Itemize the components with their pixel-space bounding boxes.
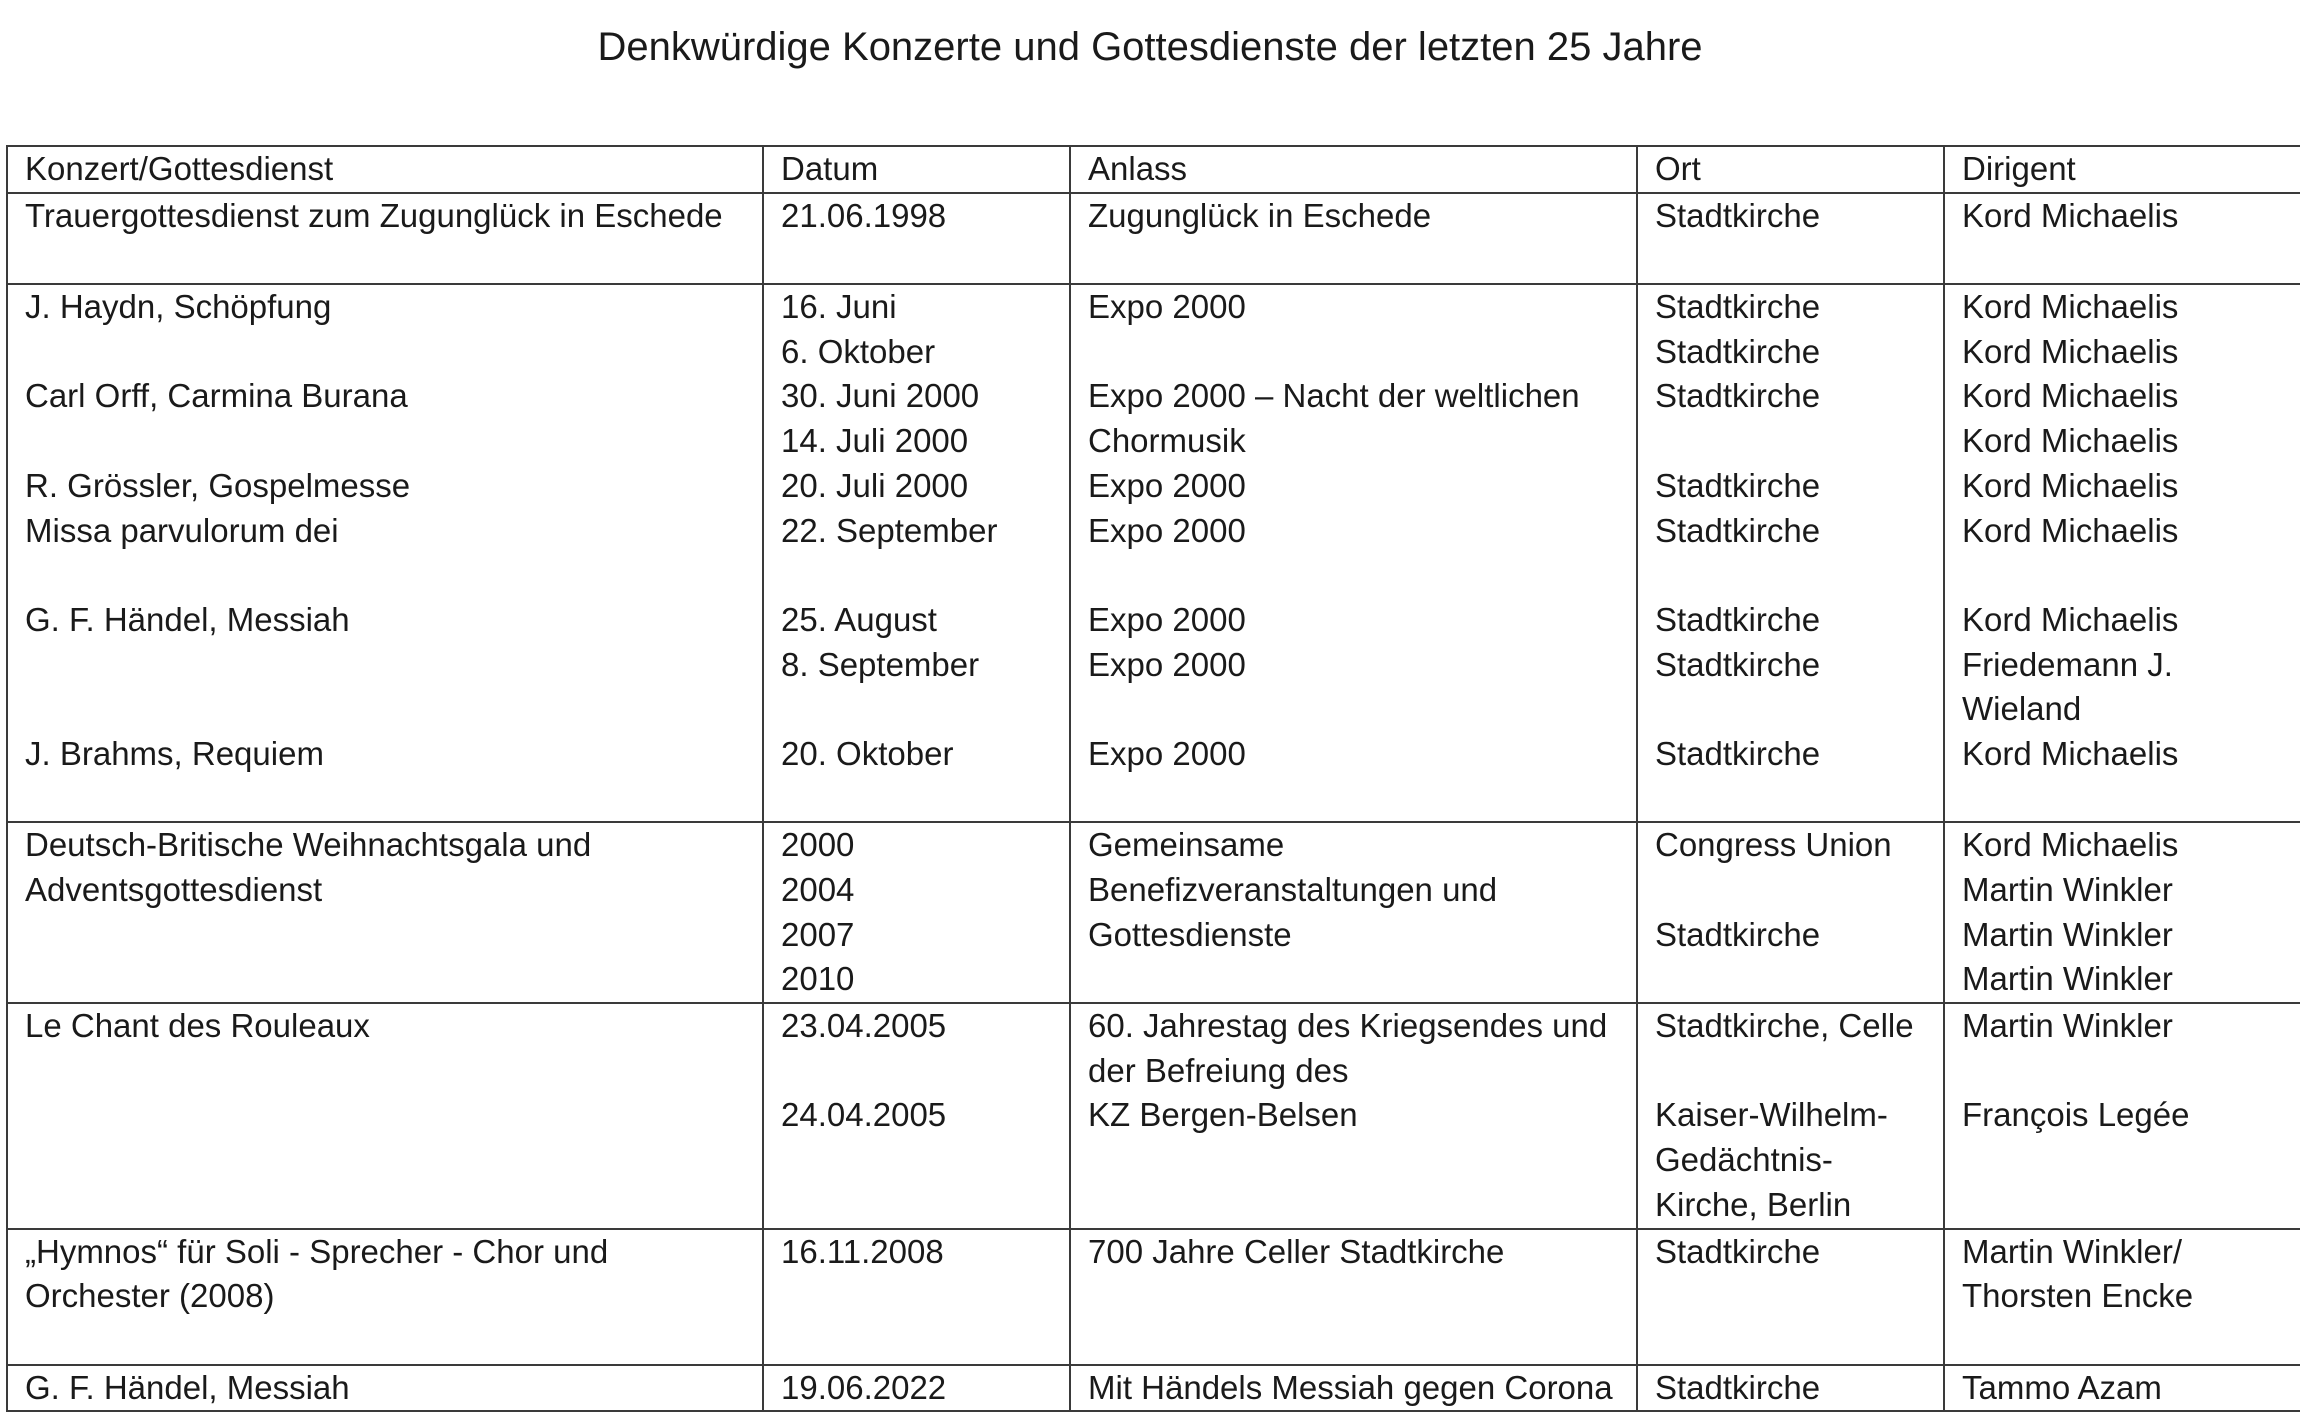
header-anlass: Anlass [1070,146,1637,193]
cell-anlass [1070,1003,1637,1228]
cell-line [1962,1049,2290,1094]
cell-line: Stadtkirche [1655,466,1821,504]
cell-line: 20. Juli 2000 [781,466,969,504]
cell-line [1962,1319,2290,1364]
cell-line [1088,777,1626,822]
cell-line [1088,553,1626,598]
cell-line: 60. Jahrestag des Kriegsendes und [1088,1007,1608,1045]
cell-konzert [7,822,763,1003]
cell-line: Kirche, Berlin [1655,1185,1852,1223]
cell-line: Stadtkirche [1655,645,1821,683]
cell-dirigent [1944,822,2300,1003]
cell-line: 19.06.2022 [781,1368,947,1406]
cell-line: Stadtkirche [1655,511,1821,549]
cell-line: J. Brahms, Requiem [25,734,324,772]
cell-line: Kord Michaelis [1962,600,2179,638]
header-datum: Datum [763,146,1070,193]
cell-line: Kord Michaelis [1962,422,2179,460]
cell-ort [1637,284,1944,822]
cell-konzert [7,1365,763,1412]
cell-line: 30. Juni 2000 [781,377,980,415]
cell-datum [763,822,1070,1003]
cell-line: Thorsten Encke [1962,1277,2194,1315]
cell-line [25,1183,752,1228]
cell-line: François Legée [1962,1096,2190,1134]
cell-line: R. Grössler, Gospelmesse [25,466,411,504]
cell-line [25,553,752,598]
cell-line: Trauergottesdienst zum Zugunglück in Eschede [25,196,723,234]
cell-dirigent [1944,284,2300,822]
cell-datum [763,1365,1070,1412]
cell-dirigent [1944,1365,2300,1412]
cell-line: Adventsgottesdienst [25,871,323,908]
cell-line: J. Haydn, Schöpfung [25,288,332,326]
cell-line [781,777,1059,822]
cell-line [1655,777,1933,822]
cell-line [1655,1319,1933,1364]
cell-ort [1637,193,1944,284]
page-title: Denkwürdige Konzerte und Gottesdienste der letzten 25 Jahre [597,25,1703,69]
table-header-row [7,146,2300,193]
cell-line [1088,1138,1626,1183]
cell-line: 8. September [781,645,980,683]
cell-line [25,330,752,375]
cell-line: Expo 2000 [1088,511,1246,549]
cell-datum [763,284,1070,822]
cell-line [1655,957,1933,1002]
table-row [7,284,2300,822]
cell-konzert [7,1229,763,1365]
cell-line [1962,1183,2290,1228]
cell-line [25,419,752,464]
cell-konzert [7,193,763,284]
cell-line: Gemeinsame [1088,826,1285,864]
cell-line: 2007 [781,915,855,953]
cell-line [1655,687,1933,732]
cell-datum [763,1229,1070,1365]
cell-line [1088,687,1626,732]
cell-ort [1637,822,1944,1003]
cell-konzert [7,284,763,822]
cell-datum [763,193,1070,284]
header-dirigent: Dirigent [1944,146,2300,193]
cell-line: Stadtkirche [1655,600,1821,638]
cell-line: Martin Winkler [1962,960,2173,998]
cell-line: G. F. Händel, Messiah [25,600,350,638]
cell-line: Stadtkirche [1655,1368,1821,1406]
cell-line: Gottesdienste [1088,915,1292,953]
cell-line: Expo 2000 [1088,734,1246,772]
cell-anlass [1070,1229,1637,1365]
cell-line [1088,330,1626,375]
cell-dirigent [1944,1229,2300,1365]
cell-line: Martin Winkler [1962,871,2173,908]
cell-line: Stadtkirche [1655,196,1821,234]
cell-line: 22. September [781,511,998,549]
cell-line: Stadtkirche [1655,332,1821,370]
cell-anlass [1070,822,1637,1003]
cell-line [781,1183,1059,1228]
cell-line: Gedächtnis- [1655,1141,1833,1179]
cell-line: Stadtkirche [1655,734,1821,772]
cell-line [1655,553,1933,598]
table-row [7,1003,2300,1228]
cell-line [1655,1274,1933,1319]
cell-line: Stadtkirche [1655,915,1821,953]
cell-line: Expo 2000 [1088,466,1246,504]
cell-line: Martin Winkler/ [1962,1232,2183,1270]
cell-ort [1637,1365,1944,1412]
cell-line: „Hymnos“ für Soli - Sprecher - Chor und [25,1232,609,1270]
cell-line: Kord Michaelis [1962,826,2179,864]
cell-line: 14. Juli 2000 [781,422,969,460]
cell-line [25,238,752,283]
cell-line: der Befreiung des [1088,1051,1349,1089]
cell-line [781,553,1059,598]
cell-line: Expo 2000 – Nacht der weltlichen [1088,377,1580,415]
cell-line: 16. Juni [781,288,897,326]
cell-dirigent [1944,1003,2300,1228]
cell-line [1088,238,1626,283]
cell-line [781,1138,1059,1183]
cell-line: Martin Winkler [1962,915,2173,953]
cell-line [25,957,752,1002]
concerts-table [6,145,2300,1412]
cell-line: KZ Bergen-Belsen [1088,1096,1358,1134]
cell-line: Friedemann J. [1962,645,2173,683]
cell-line: 2004 [781,871,855,908]
header-ort: Ort [1637,146,1944,193]
cell-line: Benefizveranstaltungen und [1088,871,1498,908]
cell-line [25,643,752,688]
cell-line: Martin Winkler [1962,1007,2173,1045]
cell-line: Orchester (2008) [25,1277,275,1315]
cell-line: Stadtkirche [1655,288,1821,326]
cell-line: Missa parvulorum dei [25,511,339,549]
cell-dirigent [1944,193,2300,284]
cell-line: Wieland [1962,690,2082,728]
cell-line: Kord Michaelis [1962,511,2179,549]
cell-line: Le Chant des Rouleaux [25,1007,370,1045]
cell-line: 25. August [781,600,937,638]
table-row [7,1365,2300,1412]
cell-line: 20. Oktober [781,734,954,772]
cell-line: Stadtkirche [1655,377,1821,415]
cell-line [1962,777,2290,822]
cell-line: Kord Michaelis [1962,196,2179,234]
table-row [7,193,2300,284]
cell-line: Congress Union [1655,826,1892,864]
header-konzert: Konzert/Gottesdienst [7,146,763,193]
table-row [7,822,2300,1003]
cell-konzert [7,1003,763,1228]
cell-line: Zugunglück in Eschede [1088,196,1432,234]
cell-line [781,1319,1059,1364]
cell-line: Deutsch-Britische Weihnachtsgala und [25,826,592,864]
cell-line: Kaiser-Wilhelm- [1655,1096,1888,1134]
cell-line [1655,419,1933,464]
cell-line [1962,238,2290,283]
cell-line [781,687,1059,732]
cell-line [1655,238,1933,283]
cell-ort [1637,1003,1944,1228]
cell-line [1655,868,1933,913]
cell-line [1962,553,2290,598]
cell-line [25,1319,752,1364]
cell-line: Expo 2000 [1088,600,1246,638]
cell-ort [1637,1229,1944,1365]
cell-line [25,777,752,822]
cell-line: 23.04.2005 [781,1007,947,1045]
cell-line [25,1049,752,1094]
cell-line: Carl Orff, Carmina Burana [25,377,408,415]
cell-line [1088,1319,1626,1364]
cell-line: Kord Michaelis [1962,734,2179,772]
cell-datum [763,1003,1070,1228]
cell-line: Kord Michaelis [1962,332,2179,370]
cell-line [25,687,752,732]
cell-line: Kord Michaelis [1962,377,2179,415]
cell-line: Stadtkirche [1655,1232,1821,1270]
cell-line: 16.11.2008 [781,1232,944,1270]
cell-line: G. F. Händel, Messiah [25,1368,350,1406]
cell-line [1088,957,1626,1002]
cell-line: Kord Michaelis [1962,466,2179,504]
cell-line [781,1049,1059,1094]
cell-line [1962,1138,2290,1183]
cell-line: 21.06.1998 [781,196,947,234]
cell-line: Stadtkirche, Celle [1655,1007,1914,1045]
cell-line: Kord Michaelis [1962,288,2179,326]
cell-line [781,1274,1059,1319]
table-row [7,1229,2300,1365]
cell-line [25,1138,752,1183]
cell-line [781,238,1059,283]
cell-line: 2010 [781,960,855,998]
cell-line [1655,1049,1933,1094]
cell-line: Expo 2000 [1088,645,1246,683]
cell-line: 2000 [781,826,855,864]
cell-anlass [1070,284,1637,822]
cell-anlass [1070,1365,1637,1412]
cell-line [25,1093,752,1138]
cell-line: Tammo Azam [1962,1368,2162,1406]
cell-line: Mit Händels Messiah gegen Corona [1088,1368,1613,1406]
cell-anlass [1070,193,1637,284]
cell-line: Expo 2000 [1088,288,1246,326]
cell-line: 6. Oktober [781,332,936,370]
cell-line: 700 Jahre Celler Stadtkirche [1088,1232,1505,1270]
cell-line [1088,1183,1626,1228]
cell-line [25,913,752,958]
cell-line [1088,1274,1626,1319]
cell-line: 24.04.2005 [781,1096,947,1134]
cell-line: Chormusik [1088,422,1246,460]
